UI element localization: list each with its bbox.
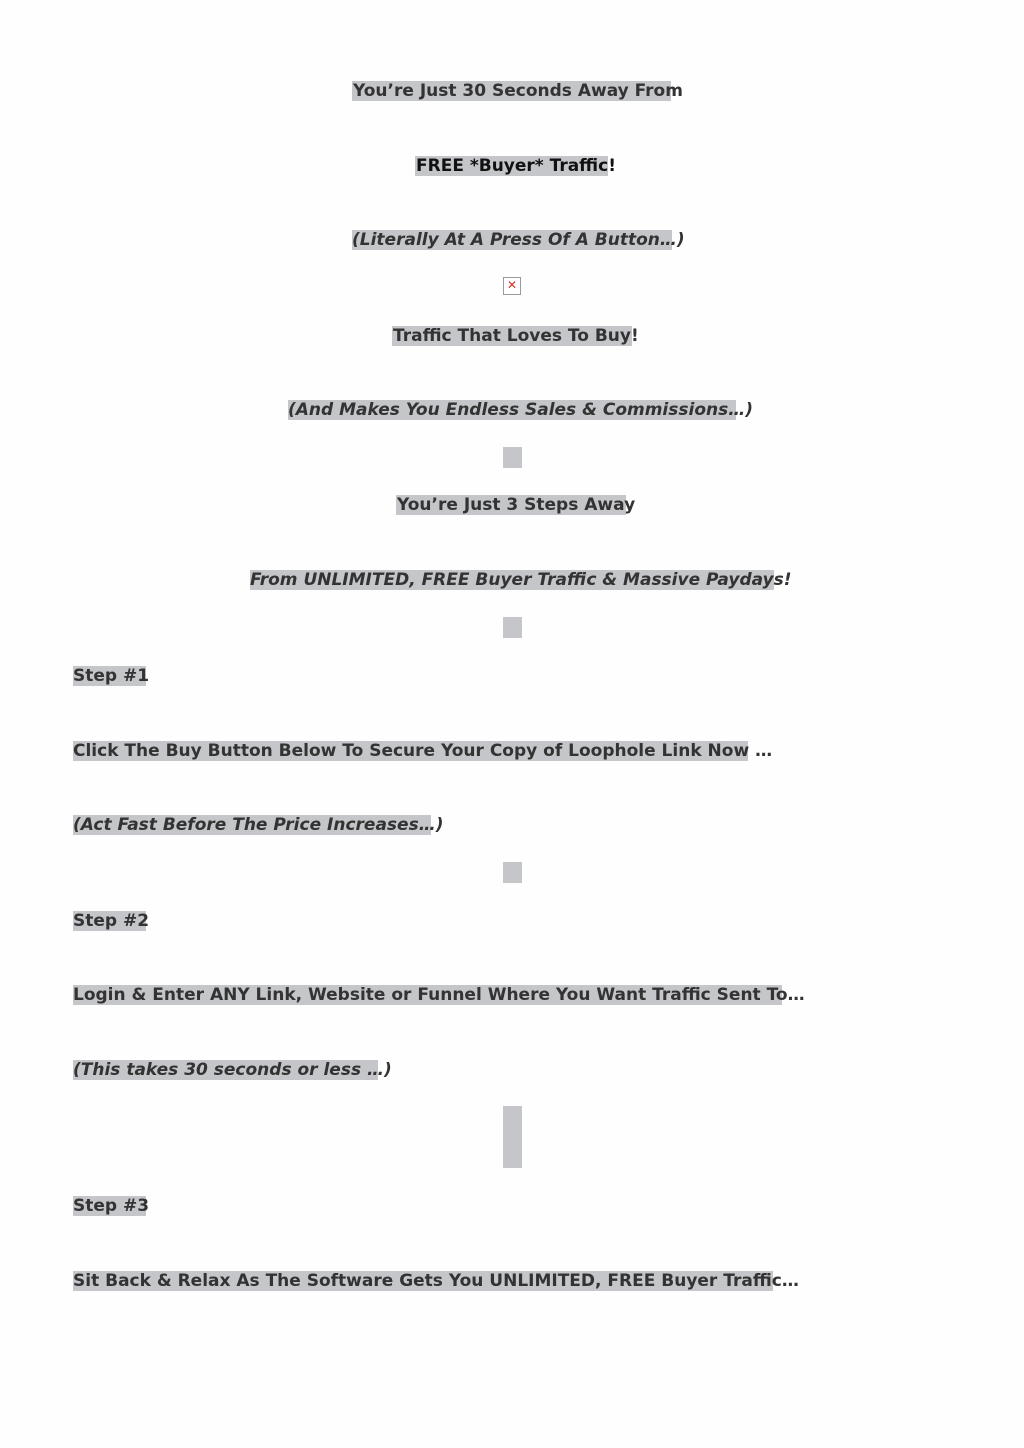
headline-line-2-text: FREE *Buyer* Traffic! bbox=[416, 156, 616, 176]
step2-label bbox=[73, 911, 150, 931]
broken-image-x-icon: ✕ bbox=[506, 278, 518, 292]
step2-note-text: (This takes 30 seconds or less …) bbox=[73, 1060, 392, 1080]
section3-subtitle bbox=[250, 570, 792, 590]
step2-label-text: Step #2 bbox=[73, 911, 150, 931]
section2-subtitle bbox=[288, 400, 753, 420]
step1-note bbox=[73, 815, 444, 835]
section3-subtitle-text: From UNLIMITED, FREE Buyer Traffic & Massive Paydays! bbox=[250, 570, 792, 590]
headline-line-1-text: You’re Just 30 Seconds Away From bbox=[353, 81, 683, 101]
headline-line-1 bbox=[352, 81, 683, 101]
step3-label-text: Step #3 bbox=[73, 1196, 150, 1216]
section2-subtitle-text: (And Makes You Endless Sales & Commissions…) bbox=[288, 400, 753, 420]
section2-title-text: Traffic That Loves To Buy! bbox=[393, 326, 639, 346]
section3-title-text: You’re Just 3 Steps Away bbox=[397, 495, 636, 515]
step2-text-content: Login & Enter ANY Link, Website or Funnel Where You Want Traffic Sent To… bbox=[73, 985, 805, 1005]
step3-text bbox=[73, 1271, 799, 1291]
headline-line-3 bbox=[352, 230, 685, 250]
step2-text bbox=[73, 985, 805, 1005]
image-placeholder-2 bbox=[503, 617, 522, 638]
section2-title bbox=[392, 326, 639, 346]
image-placeholder-1 bbox=[503, 447, 522, 468]
broken-image-icon bbox=[503, 277, 521, 295]
headline-line-2 bbox=[415, 156, 616, 176]
step3-text-content: Sit Back & Relax As The Software Gets You UNLIMITED, FREE Buyer Traffic… bbox=[73, 1271, 799, 1291]
section3-title bbox=[396, 495, 636, 515]
step1-label-text: Step #1 bbox=[73, 666, 150, 686]
step1-text-content: Click The Buy Button Below To Secure Your Copy of Loophole Link Now … bbox=[73, 741, 773, 761]
step3-label bbox=[73, 1196, 150, 1216]
headline-line-3-text: (Literally At A Press Of A Button…) bbox=[352, 230, 685, 250]
step1-note-text: (Act Fast Before The Price Increases…) bbox=[73, 815, 444, 835]
step2-note bbox=[73, 1060, 392, 1080]
step1-text bbox=[73, 741, 773, 761]
step1-label bbox=[73, 666, 150, 686]
image-placeholder-3 bbox=[503, 862, 522, 883]
image-placeholder-4 bbox=[503, 1106, 522, 1168]
